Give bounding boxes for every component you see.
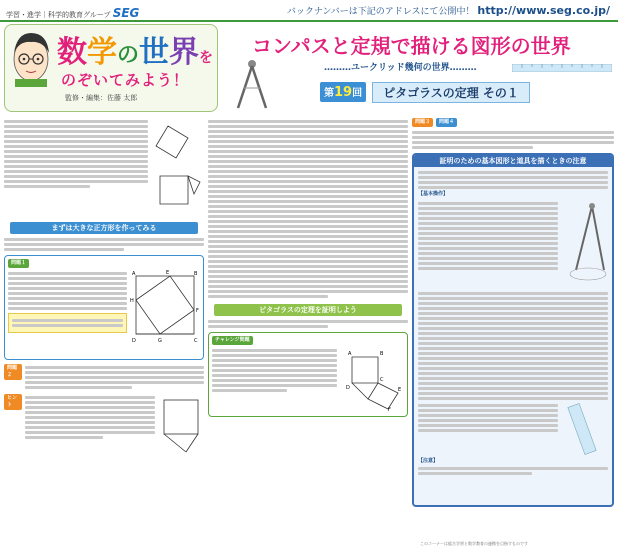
series-subtitle: のぞいてみよう！ [61, 71, 190, 89]
hint-block [4, 394, 204, 456]
hint-diagram [158, 394, 204, 456]
title-char-1: 数 [57, 35, 87, 70]
column-3 [412, 118, 614, 550]
title-char-3: の [117, 43, 140, 68]
author-credit: 監修・編集：佐藤 太郎 [65, 94, 138, 102]
diag2-label-e: E [398, 387, 402, 393]
footer-caption: このコーナーは総合学習と数学教育の連携を目指すものです [420, 541, 528, 546]
intro-text [4, 118, 148, 218]
episode-prefix: 第 [324, 88, 334, 99]
diag1-label-b: B [194, 271, 198, 277]
diag1-label-g: G [158, 338, 162, 344]
title-suffix: を [199, 50, 214, 66]
column-2 [208, 118, 408, 550]
hint-tag: ヒント [4, 394, 22, 410]
construction-notes-panel [412, 153, 614, 507]
question-1-box [4, 255, 204, 360]
teacher-illustration [9, 29, 53, 87]
top-bar [0, 0, 618, 22]
site-url[interactable]: http://www.seg.co.jp/ [477, 4, 610, 17]
diag1-label-d: D [132, 338, 136, 344]
diag2-label-c: C [380, 377, 384, 383]
question-1-tag: 問題１ [8, 259, 29, 268]
challenge-tag: チャレンジ問題 [212, 336, 253, 345]
article-title: コンパスと定規で描ける図形の世界 [252, 34, 571, 58]
diag1-label-f: F [196, 308, 199, 314]
question-2-block [4, 364, 204, 391]
question-4-tag: 問題４ [436, 118, 457, 127]
question-1-diagram [130, 270, 200, 356]
section-heading-2: ピタゴラスの定理を証明しよう [214, 304, 402, 316]
challenge-box [208, 332, 408, 417]
column-1 [4, 118, 204, 550]
question-3-tag: 問題３ [412, 118, 433, 127]
article-header [232, 24, 616, 112]
url-line [287, 4, 610, 17]
episode-suffix: 回 [352, 88, 363, 99]
diag1-label-c: C [194, 338, 198, 344]
episode-number: 19 [334, 85, 353, 100]
intro-square-diagram [152, 118, 204, 218]
episode-title: ピタゴラスの定理 その１ [372, 82, 530, 103]
ruler-illustration [562, 402, 608, 456]
diag1-label-a: A [132, 271, 136, 277]
basic-ops-label: 【基本操作】 [418, 191, 449, 197]
publisher-text: 学習・進学｜科学的教育グループ [6, 11, 111, 19]
backnumber-text: バックナンバーは下記のアドレスにて公開中！ [286, 7, 475, 17]
ruler-icon [512, 64, 612, 72]
seg-logo: SEG [112, 6, 140, 20]
diag1-label-e: E [166, 270, 170, 276]
question-2-tag: 問題２ [4, 364, 22, 380]
question-3-block [412, 118, 614, 129]
compass-drawing-illustration [562, 200, 608, 290]
section-heading-1: まずは大きな正方形を作ってみる [10, 222, 198, 234]
diag2-label-d: D [346, 385, 350, 391]
title-char-2: 学 [87, 35, 117, 70]
compass-icon [232, 58, 272, 110]
publisher-line [6, 6, 139, 20]
series-title [57, 27, 213, 71]
title-char-4: 世 [139, 35, 170, 70]
question-1-highlight [8, 313, 127, 333]
article-subtitle: ………ユークリッド幾何の世界……… [324, 63, 477, 73]
diag1-label-h: H [130, 298, 134, 304]
challenge-diagram [340, 347, 404, 413]
diag2-label-a: A [348, 351, 352, 357]
episode-line [320, 82, 530, 102]
panel-title: 証明のための基本図形と道具を描くときの注意 [414, 155, 612, 167]
series-header [4, 24, 218, 112]
title-char-5: 界 [169, 35, 200, 70]
diag2-label-f: F [388, 407, 391, 413]
intro-block [4, 118, 204, 218]
episode-badge [320, 82, 366, 102]
diag2-label-b: B [380, 351, 384, 357]
note-label: 【注意】 [418, 458, 439, 464]
